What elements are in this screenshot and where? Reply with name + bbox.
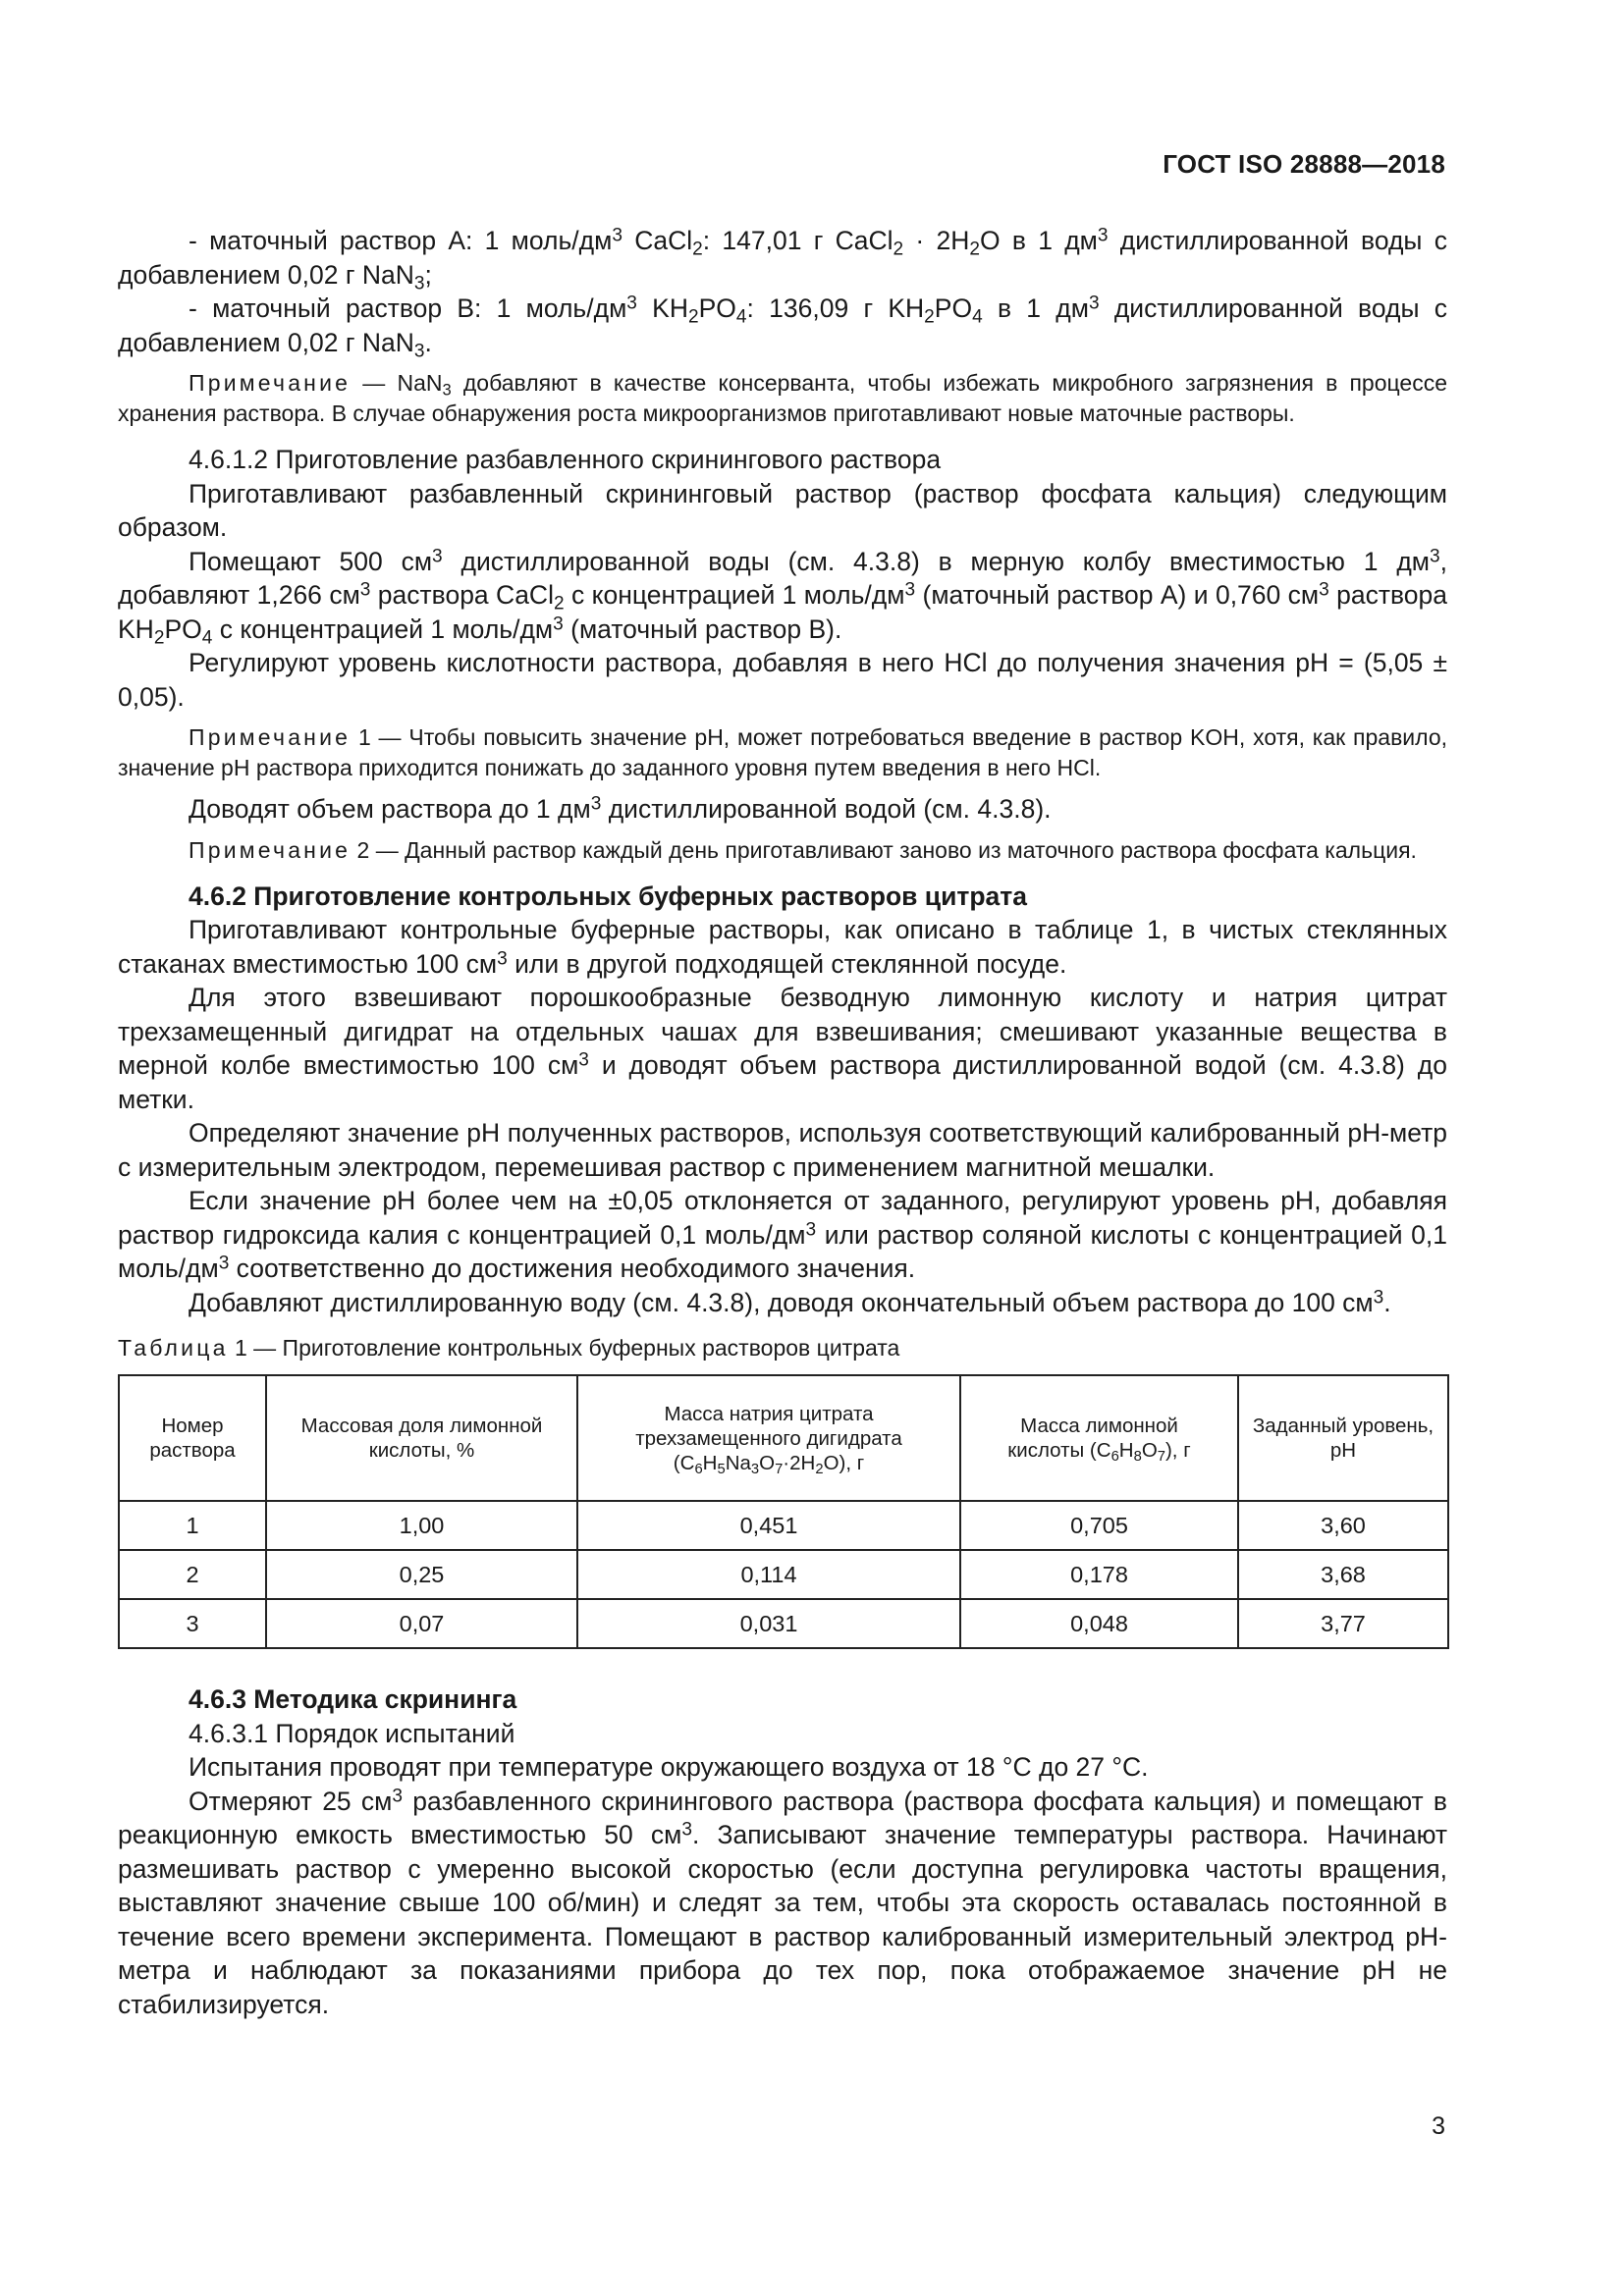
header-acid-mass-fraction: Массовая доля лимонной кислоты, % [266,1375,577,1501]
table-row [119,1501,1448,1550]
s4612-note-2: Примечание 2 — Данный раствор каждый день приготавливают заново из маточного раствора фосфата кальция. [189,836,1417,863]
stock-solution-a: - маточный раствор А: 1 моль/$дм^3$ CaCl$_2$: 147,01 г CaCl$_2$ · $2H_2O$ в 1 $дм^3$ дистиллированной воды с добавлением 0,02 г NaN$_3$; [118,225,1447,294]
table-1-caption: Таблица 1 — Приготовление контрольных буферных растворов цитрата [118,1335,900,1361]
cell-citrate-g: 0,451 [577,1501,960,1550]
s463-p1: Испытания проводят при температуре окружающего воздуха от 18 °С до 27 °С. [189,1752,1149,1782]
s4612-p2: Помещают 500 $см^3$ дистиллированной воды (см. 4.3.8) в мерную колбу вместимостью 1 $дм^3$, добавляют 1,266 $см^3$ раствора CaCl$_2$ с концентрацией 1 моль/$дм^3$ (маточный раствор А) и 0,760 $см^3$ раствора $KH_2PO_4$ с концентрацией 1 моль/$дм^3$ (маточный раствор В). [118,545,1448,648]
cell-acid-g: 0,178 [960,1550,1238,1599]
section-4-6-3-title: 4.6.3 Методика скрининга [189,1684,517,1714]
s463-p2: Отмеряют 25 $см^3$ разбавленного скринингового раствора (раствора фосфата кальция) и помещают в реакционную емкость вместимостью 50 $см^3$. Записывают значение температуры раствора. Начинают размешивать раствор с умеренно высокой скоростью (если доступна регулировка частоты вращения, выставляют значение свыше 100 об/мин) и следят за тем, чтобы эта скорость оставалась постоянной в течение всего времени эксперимента. Помещают в раствор калиброванный измерительный электрод pH-метра и наблюдают за показаниями прибора до тех пор, пока отображаемое значение pH не стабилизируется. [118,1785,1447,2019]
table-header-row [119,1375,1448,1501]
document-body [118,224,1447,2021]
table-row [119,1599,1448,1648]
header-citrate-mass: Масса натрия цитрата трехзамещенного дигидрата $(C_6H_5Na_3O_7\cdot 2H_2O)$, г [577,1375,960,1501]
cell-number: 3 [119,1599,266,1648]
cell-acid-g: 0,048 [960,1599,1238,1648]
cell-acid-g: 0,705 [960,1501,1238,1550]
cell-number: 2 [119,1550,266,1599]
cell-number: 1 [119,1501,266,1550]
stock-solution-b: - маточный раствор В: 1 моль/$дм^3$ $KH_2PO_4$: 136,09 г $KH_2PO_4$ в 1 $дм^3$ дистиллированной воды с добавлением 0,02 г NaN$_3$. [118,293,1447,361]
s462-p4: Если значение pH более чем на ±0,05 отклоняется от заданного, регулируют уровень pH, добавляя раствор гидроксида калия с концентрацией 0,1 моль/$дм^3$ или раствор соляной кислоты с концентрацией 0,1 моль/$дм^3$ соответственно до достижения необходимого значения. [118,1186,1447,1283]
note-preservative: Примечание — NaN$_3$ добавляют в качестве консерванта, чтобы избежать микробного загрязнения в процессе хранения раствора. В случае обнаружения роста микроорганизмов приготавливают новые маточные растворы. [118,370,1447,426]
document-code: ГОСТ ISO 28888—2018 [1163,149,1445,179]
section-4-6-1-2-title: 4.6.1.2 Приготовление разбавленного скринингового раствора [189,445,942,474]
cell-ph: 3,60 [1238,1501,1448,1550]
s4612-note-1: Примечание 1 — Чтобы повысить значение pH, может потребоваться введение в раствор KOH, хотя, как правило, значение pH раствора приходится понижать до заданного уровня путем введения в него HCl. [118,724,1447,780]
table-1 [118,1374,1449,1649]
s4612-p3: Регулируют уровень кислотности раствора, добавляя в него HCl до получения значения pH = (5,05 ± 0,05). [118,648,1447,712]
s462-p3: Определяют значение pH полученных растворов, используя соответствующий калиброванный pH-метр с измерительным электродом, перемешивая раствор с применением магнитной мешалки. [118,1118,1447,1182]
header-citric-acid-mass: Масса лимонной кислоты $(C_6H_8O_7)$, г [960,1375,1238,1501]
cell-ph: 3,77 [1238,1599,1448,1648]
cell-acid-pct: 0,25 [266,1550,577,1599]
cell-acid-pct: 1,00 [266,1501,577,1550]
page-number: 3 [1432,2112,1445,2140]
header-solution-number: Номер раствора [119,1375,266,1501]
header-target-ph: Заданный уровень, pH [1238,1375,1448,1501]
cell-citrate-g: 0,031 [577,1599,960,1648]
section-4-6-2-title: 4.6.2 Приготовление контрольных буферных растворов цитрата [189,881,1027,911]
s462-p2: Для этого взвешивают порошкообразные безводную лимонную кислоту и натрия цитрат трехзамещенный дигидрат на отдельных чашах для взвешивания; смешивают указанные вещества в мерной колбе вместимостью 100 $см^3$ и доводят объем раствора дистиллированной водой (см. 4.3.8) до метки. [118,983,1447,1114]
s462-p5: Добавляют дистиллированную воду (см. 4.3.8), доводя окончательный объем раствора до 100 $см^3$. [189,1286,1391,1317]
cell-citrate-g: 0,114 [577,1550,960,1599]
cell-ph: 3,68 [1238,1550,1448,1599]
s462-p1: Приготавливают контрольные буферные растворы, как описано в таблице 1, в чистых стеклянных стаканах вместимостью 100 $см^3$ или в другой подходящей стеклянной посуде. [118,915,1447,979]
section-4-6-3-1-title: 4.6.3.1 Порядок испытаний [189,1718,515,1748]
s4612-p1: Приготавливают разбавленный скрининговый раствор (раствор фосфата кальция) следующим образом. [118,478,1447,542]
s4612-p4: Доводят объем раствора до 1 $дм^3$ дистиллированной водой (см. 4.3.8). [189,793,1052,824]
cell-acid-pct: 0,07 [266,1599,577,1648]
table-row [119,1550,1448,1599]
